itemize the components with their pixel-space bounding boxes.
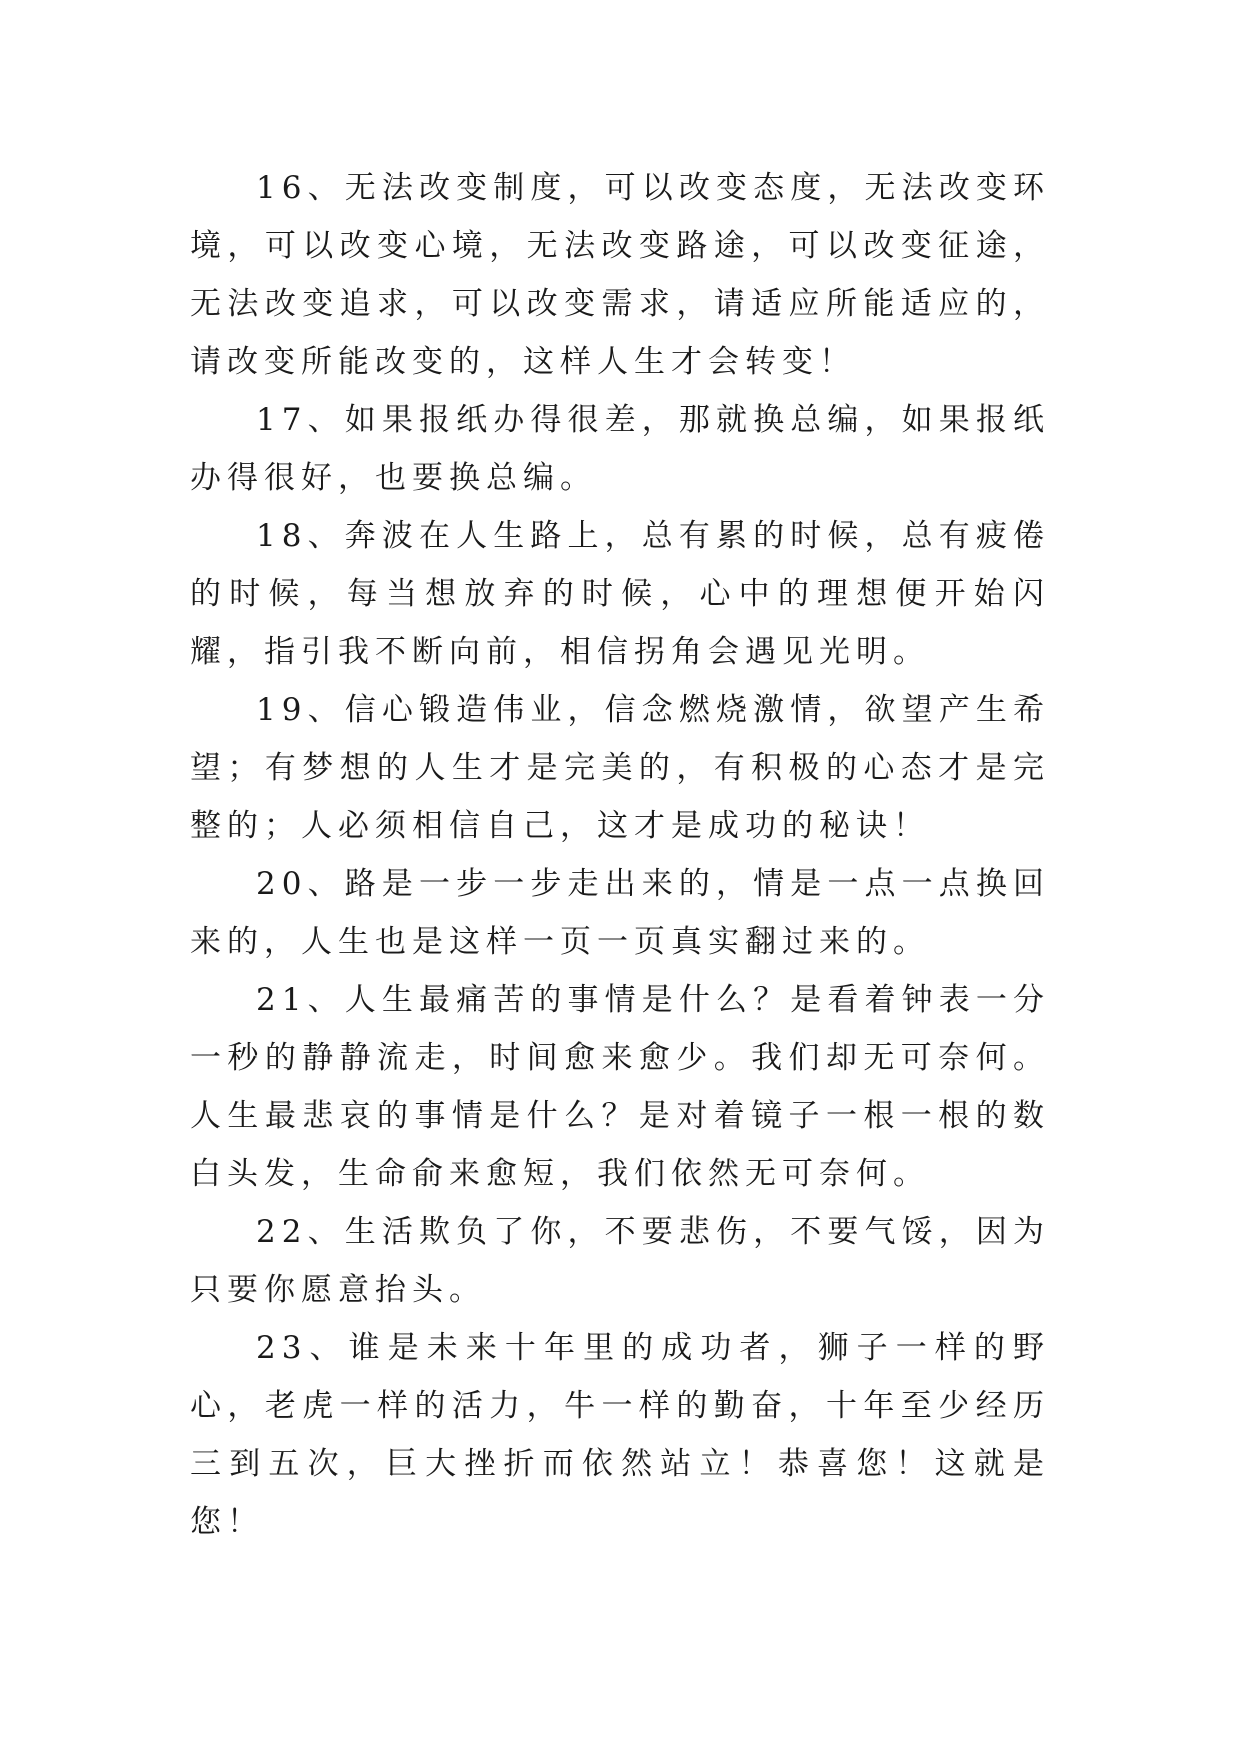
paragraph-23: 23、谁是未来十年里的成功者，狮子一样的野心，老虎一样的活力，牛一样的勤奋，十年至少经历三到五次，巨大挫折而依然站立！恭喜您！这就是您！ (190, 1330, 1050, 1540)
paragraph-17: 17、如果报纸办得很差，那就换总编，如果报纸办得很好，也要换总编。 (190, 402, 1050, 496)
paragraph-16: 16、无法改变制度，可以改变态度，无法改变环境，可以改变心境，无法改变路途，可以改变征途，无法改变追求，可以改变需求，请适应所能适应的，请改变所能改变的，这样人生才会转变！ (190, 170, 1050, 380)
paragraph-20: 20、路是一步一步走出来的，情是一点一点换回来的，人生也是这样一页一页真实翻过来的。 (190, 866, 1050, 960)
paragraph-22: 22、生活欺负了你，不要悲伤，不要气馁，因为只要你愿意抬头。 (190, 1214, 1050, 1308)
document-body (190, 159, 1050, 1551)
paragraph-21: 21、人生最痛苦的事情是什么？是看着钟表一分一秒的静静流走，时间愈来愈少。我们却无可奈何。人生最悲哀的事情是什么？是对着镜子一根一根的数白头发，生命俞来愈短，我们依然无可奈何。 (190, 982, 1050, 1192)
paragraph-18: 18、奔波在人生路上，总有累的时候，总有疲倦的时候，每当想放弃的时候，心中的理想便开始闪耀，指引我不断向前，相信拐角会遇见光明。 (190, 518, 1050, 670)
paragraph-19: 19、信心锻造伟业，信念燃烧激情，欲望产生希望；有梦想的人生才是完美的，有积极的心态才是完整的；人必须相信自己，这才是成功的秘诀！ (190, 692, 1050, 844)
